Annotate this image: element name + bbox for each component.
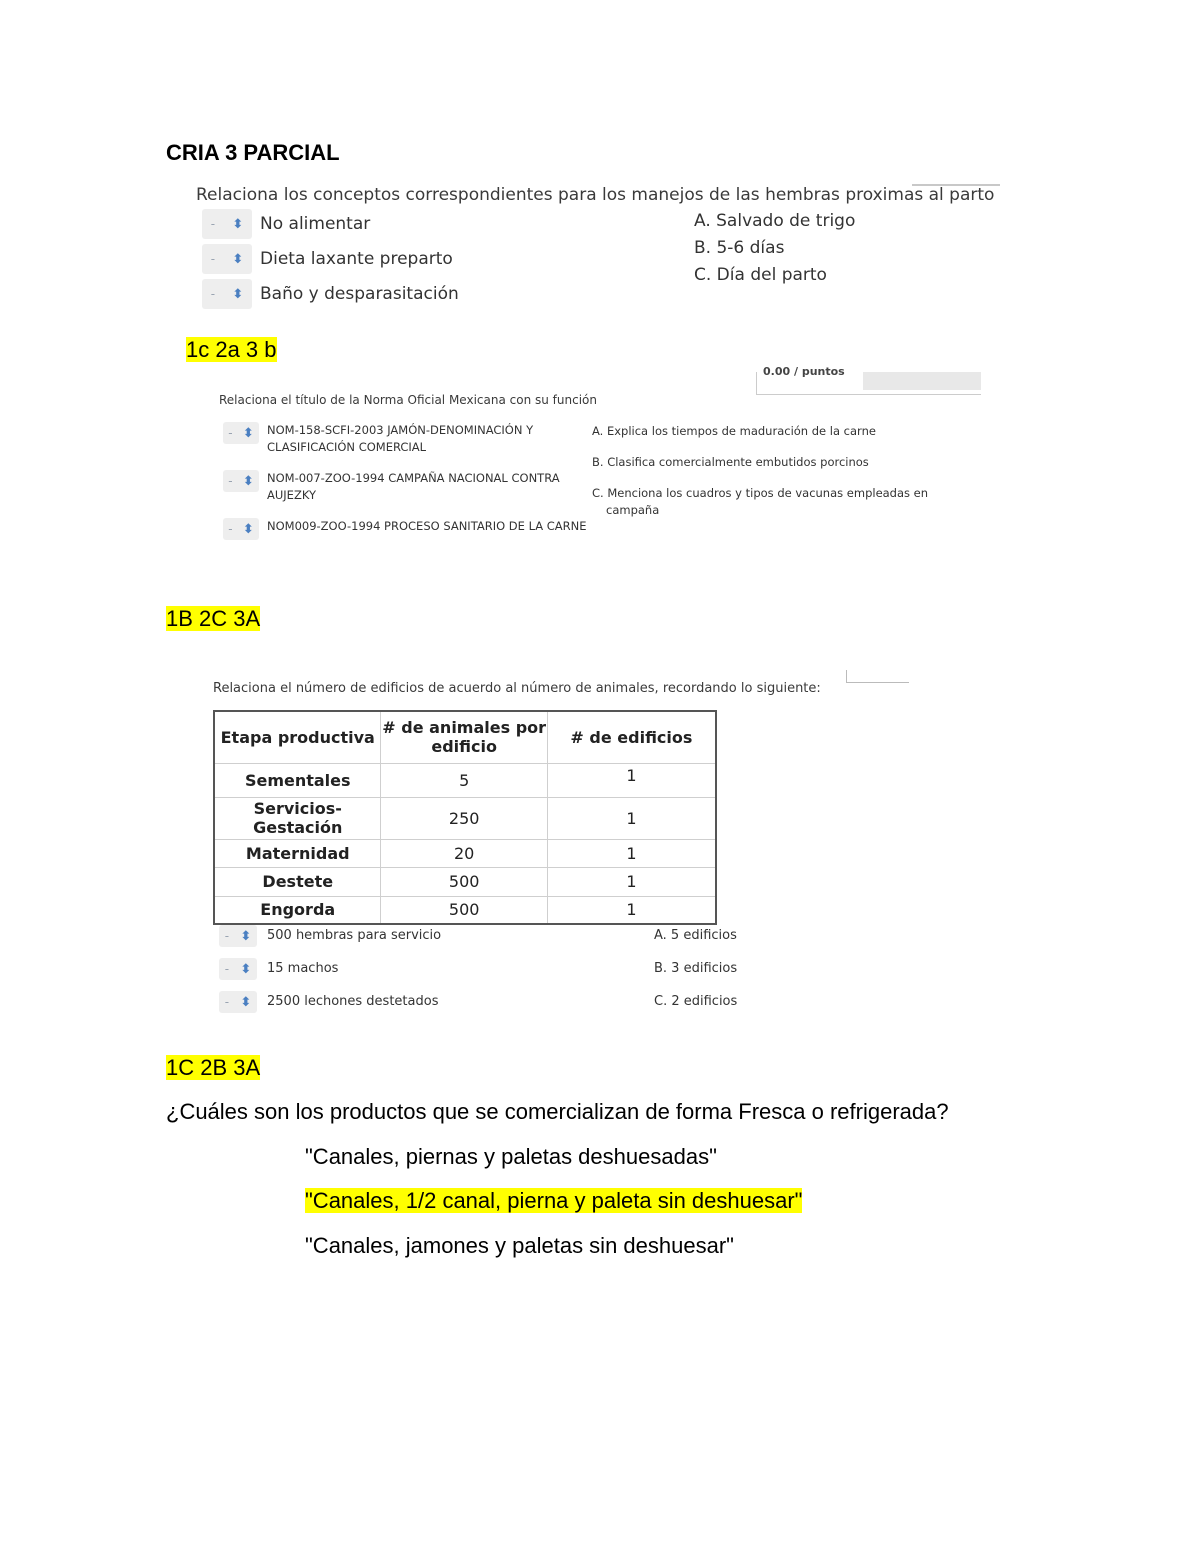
match-item: [223, 518, 587, 540]
reference-table: [213, 710, 717, 925]
answer-selector[interactable]: - ⬍: [202, 209, 252, 239]
answer-highlight: 1C 2B 3A: [166, 1055, 261, 1080]
chevron-up-down-icon: ⬍: [232, 251, 244, 267]
table-cell: 1: [547, 867, 716, 896]
table-header-row: [214, 711, 716, 763]
answer-selector[interactable]: - ⬍: [223, 422, 259, 444]
answer-selector[interactable]: - ⬍: [219, 991, 257, 1013]
question-1-prompt: Relaciona los conceptos correspondientes para los manejos de las hembras proximas al parto: [196, 185, 995, 205]
table-cell: 500: [381, 896, 547, 924]
option-c: C. Menciona los cuadros y tipos de vacunas empleadas en campaña: [592, 486, 929, 517]
match-item: [219, 958, 441, 980]
table-cell: 20: [381, 839, 547, 867]
table-header: Etapa productiva: [214, 711, 381, 763]
choice-text: "Canales, 1/2 canal, pierna y paleta sin deshuesar": [305, 1188, 803, 1213]
chevron-up-down-icon: ⬍: [242, 425, 254, 441]
option-b: B. 3 edificios: [654, 961, 738, 976]
answer-3: [166, 1055, 260, 1081]
option-c: C. Día del parto: [694, 265, 827, 285]
table-cell: 500: [381, 867, 547, 896]
chevron-up-down-icon: ⬍: [232, 286, 244, 302]
table-row: [214, 797, 716, 839]
choice-text: "Canales, piernas y paletas deshuesadas": [305, 1144, 717, 1169]
match-item: [202, 209, 459, 239]
table-cell: 1: [547, 896, 716, 924]
question-3-matching: [219, 925, 759, 1017]
score-fragment: 0.00 / puntos: [756, 372, 981, 395]
chevron-up-down-icon: ⬍: [240, 928, 252, 944]
table-cell: Maternidad: [214, 839, 381, 867]
answer-2: [166, 606, 260, 632]
answer-selector[interactable]: - ⬍: [223, 518, 259, 540]
item-label: Dieta laxante preparto: [260, 249, 453, 269]
match-item: [219, 925, 441, 947]
option-a: A. 5 edificios: [654, 928, 737, 943]
match-item: [223, 422, 587, 470]
choice-3: [305, 1233, 734, 1259]
option-a: A. Salvado de trigo: [694, 211, 856, 231]
table-cell: 5: [381, 763, 547, 797]
option-c: C. 2 edificios: [654, 994, 738, 1009]
chevron-up-down-icon: ⬍: [240, 994, 252, 1010]
answer-selector[interactable]: - ⬍: [223, 470, 259, 492]
table-cell: Sementales: [214, 763, 381, 797]
answer-highlight: 1B 2C 3A: [166, 606, 261, 631]
choice-2-correct: [305, 1188, 802, 1214]
table-row: [214, 867, 716, 896]
question-1: [196, 185, 996, 315]
question-2-prompt: Relaciona el título de la Norma Oficial Mexicana con su función: [219, 393, 597, 407]
question-4: ¿Cuáles son los productos que se comercializan de forma Fresca o refrigerada?: [166, 1099, 949, 1124]
item-label: NOM-007-ZOO-1994 CAMPAÑA NACIONAL CONTRA AUJEZKY: [267, 471, 560, 502]
chevron-up-down-icon: ⬍: [242, 521, 254, 537]
item-label: NOM009-ZOO-1994 PROCESO SANITARIO DE LA CARNE: [267, 519, 587, 533]
table-cell: 1: [547, 797, 716, 839]
choice-text: "Canales, jamones y paletas sin deshuesar": [305, 1233, 734, 1258]
question-2: [219, 393, 979, 558]
match-item: [202, 279, 459, 309]
table-row: [214, 763, 716, 797]
choice-1: [305, 1144, 717, 1170]
chevron-up-down-icon: ⬍: [240, 961, 252, 977]
item-label: 2500 lechones destetados: [267, 994, 439, 1009]
table-header: # de animales por edificio: [381, 711, 547, 763]
match-item: [223, 470, 587, 518]
table-row: [214, 896, 716, 924]
table-cell: Destete: [214, 867, 381, 896]
page-title: CRIA 3 PARCIAL: [166, 140, 340, 165]
option-b: B. Clasifica comercialmente embutidos porcinos: [592, 455, 869, 469]
item-label: 15 machos: [267, 961, 339, 976]
table-cell: Engorda: [214, 896, 381, 924]
table-cell: 1: [547, 763, 716, 797]
answer-1: [186, 337, 277, 363]
match-item: [219, 991, 441, 1013]
answer-selector[interactable]: - ⬍: [202, 244, 252, 274]
save-answer-button[interactable]: [863, 372, 981, 390]
answer-selector[interactable]: - ⬍: [219, 958, 257, 980]
answer-highlight: 1c 2a 3 b: [186, 337, 277, 362]
option-a: A. Explica los tiempos de maduración de la carne: [592, 424, 876, 438]
table-cell: 250: [381, 797, 547, 839]
item-label: NOM-158-SCFI-2003 JAMÓN-DENOMINACIÓN Y CLASIFICACIÓN COMERCIAL: [267, 423, 534, 454]
table-row: [214, 839, 716, 867]
item-label: No alimentar: [260, 214, 371, 234]
item-label: 500 hembras para servicio: [267, 928, 442, 943]
question-3-prompt: Relaciona el número de edificios de acuerdo al número de animales, recordando lo siguiente:: [213, 681, 821, 696]
answer-selector[interactable]: - ⬍: [202, 279, 252, 309]
option-b: B. 5-6 días: [694, 238, 785, 258]
table-cell: Servicios-Gestación: [214, 797, 381, 839]
answer-selector[interactable]: - ⬍: [219, 925, 257, 947]
chevron-up-down-icon: ⬍: [232, 216, 244, 232]
chevron-up-down-icon: ⬍: [242, 473, 254, 489]
table-header: # de edificios: [547, 711, 716, 763]
item-label: Baño y desparasitación: [260, 284, 459, 304]
match-item: [202, 244, 459, 274]
table-cell: 1: [547, 839, 716, 867]
